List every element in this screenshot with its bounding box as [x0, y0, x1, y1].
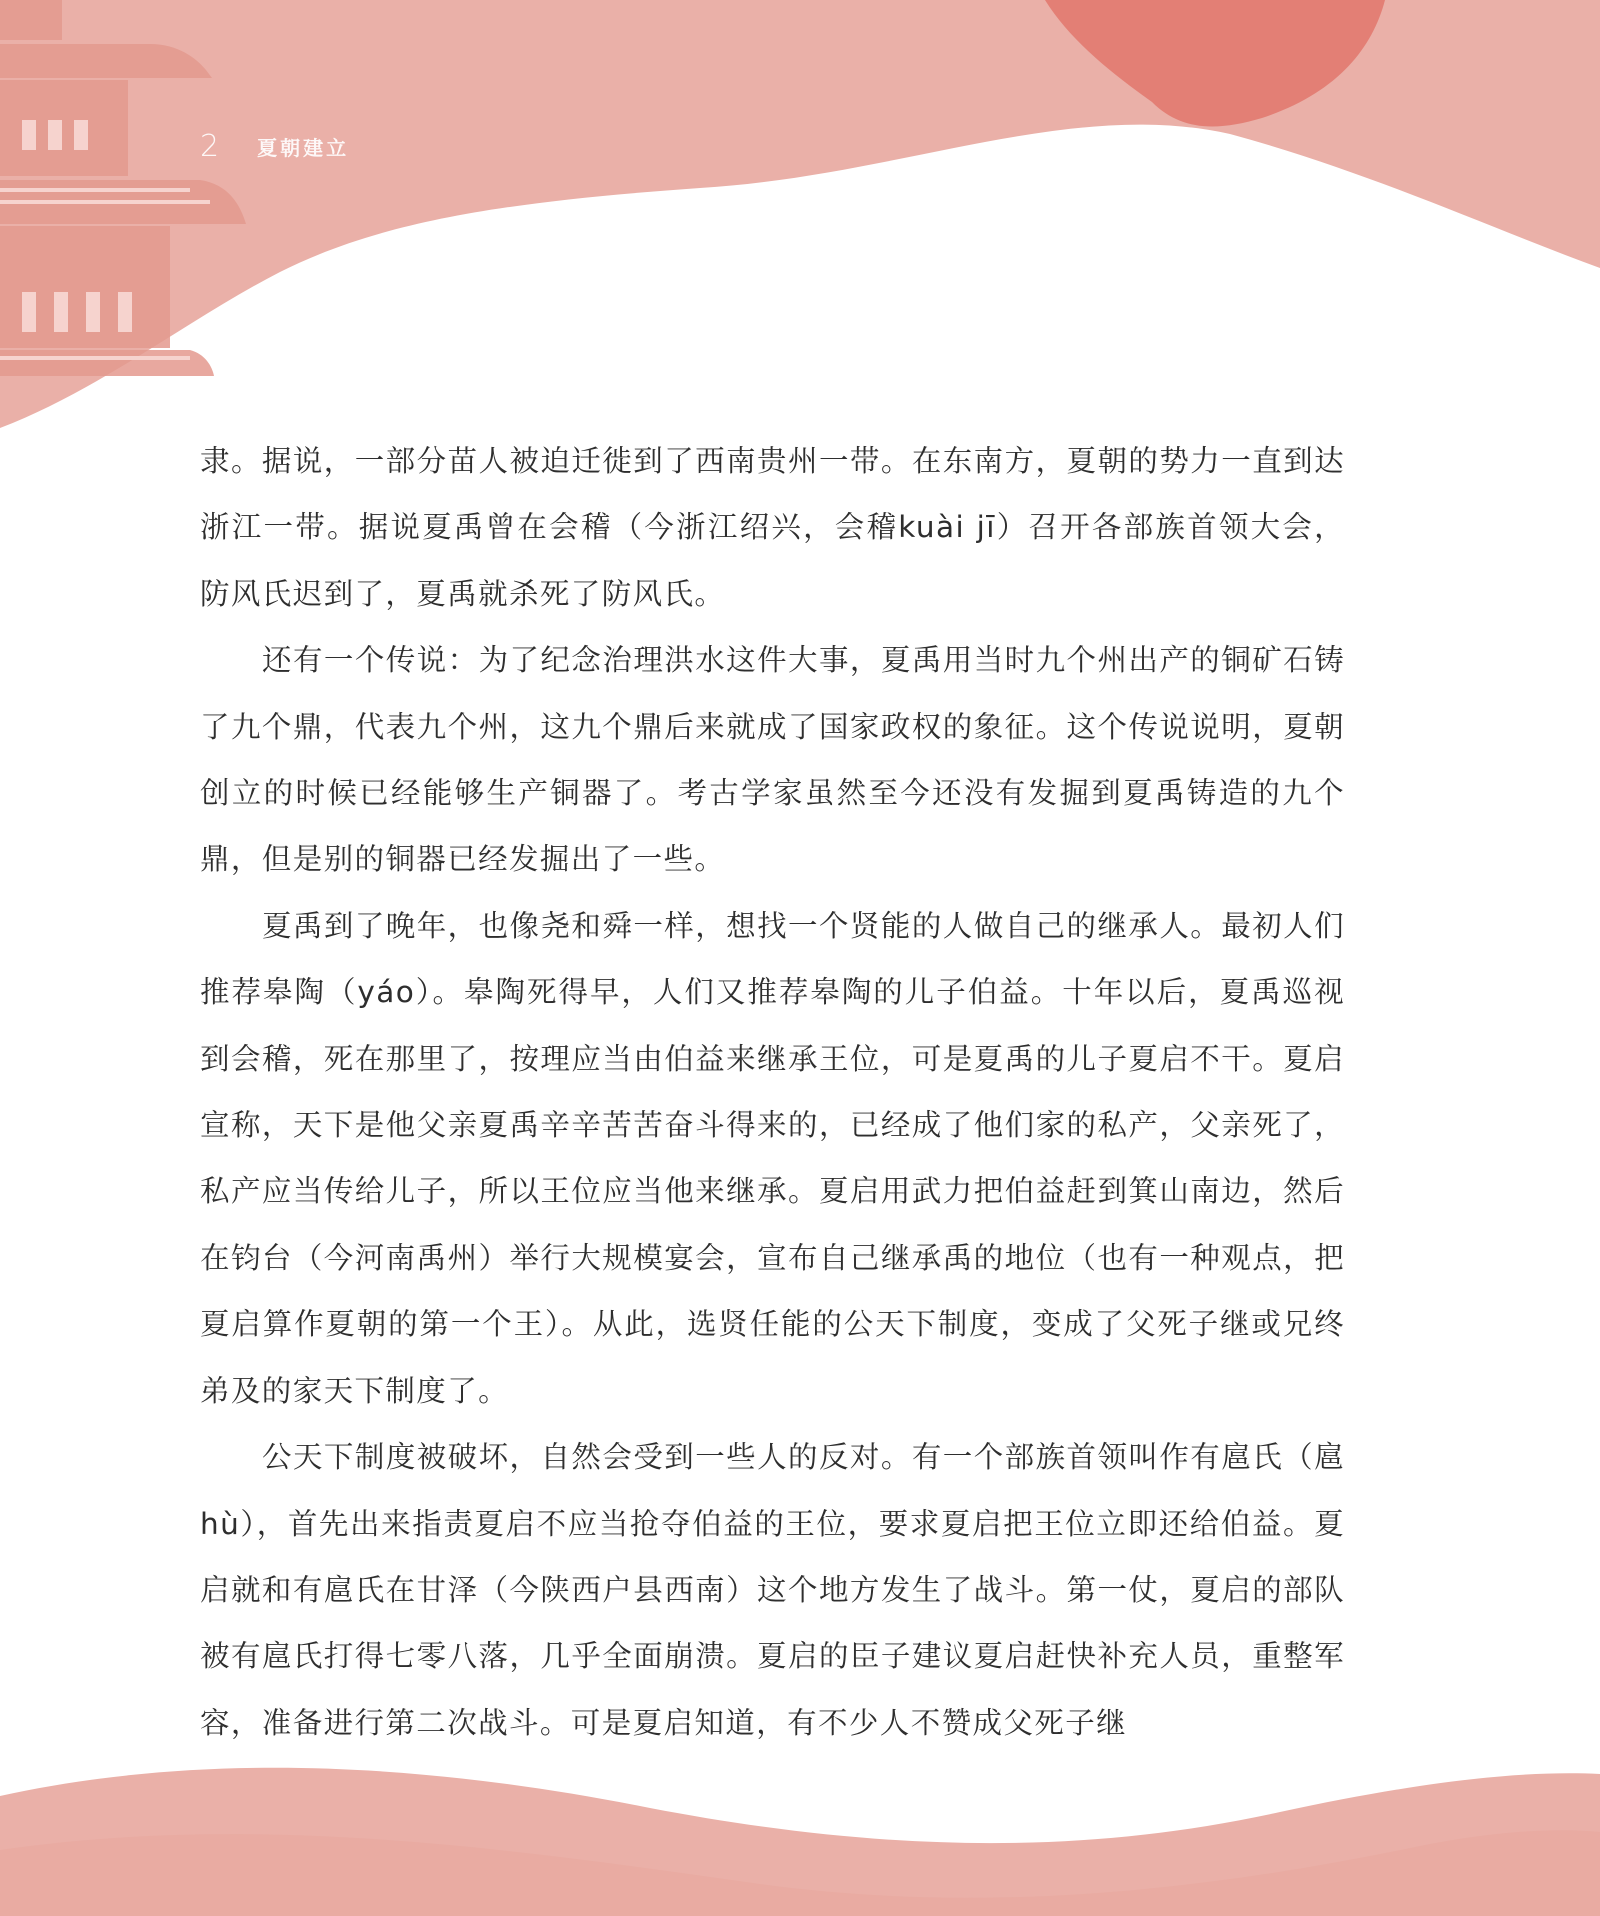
body-text — [200, 428, 1345, 1756]
paragraph: 公天下制度被破坏，自然会受到一些人的反对。有一个部族首领叫作有扈氏（扈hù），首先出来指责夏启不应当抢夺伯益的王位，要求夏启把王位立即还给伯益。夏启就和有扈氏在甘泽（今陕西户县西南）这个地方发生了战斗。第一仗，夏启的部队被有扈氏打得七零八落，几乎全面崩溃。夏启的臣子建议夏启赶快补充人员，重整军容，准备进行第二次战斗。可是夏启知道，有不少人不赞成父死子继 — [200, 1440, 1345, 1740]
paragraph: 还有一个传说：为了纪念治理洪水这件大事，夏禹用当时九个州出产的铜矿石铸了九个鼎，代表九个州，这九个鼎后来就成了国家政权的象征。这个传说说明，夏朝创立的时候已经能够生产铜器了。考古学家虽然至今还没有发掘到夏禹铸造的九个鼎，但是别的铜器已经发掘出了一些。 — [200, 643, 1345, 877]
page-number: 2 — [200, 128, 220, 164]
chapter-title: 夏朝建立 — [257, 135, 350, 160]
page-header — [200, 126, 349, 166]
paragraph: 隶。据说，一部分苗人被迫迁徙到了西南贵州一带。在东南方，夏朝的势力一直到达浙江一带。据说夏禹曾在会稽（今浙江绍兴，会稽kuài jī）召开各部族首领大会，防风氏迟到了，夏禹就杀死了防风氏。 — [200, 444, 1345, 611]
paragraph: 夏禹到了晚年，也像尧和舜一样，想找一个贤能的人做自己的继承人。最初人们推荐皋陶（yáo）。皋陶死得早，人们又推荐皋陶的儿子伯益。十年以后，夏禹巡视到会稽，死在那里了，按理应当由伯益来继承王位，可是夏禹的儿子夏启不干。夏启宣称，天下是他父亲夏禹辛辛苦苦奋斗得来的，已经成了他们家的私产，父亲死了，私产应当传给儿子，所以王位应当他来继承。夏启用武力把伯益赶到箕山南边，然后在钧台（今河南禹州）举行大规模宴会，宣布自己继承禹的地位（也有一种观点，把夏启算作夏朝的第一个王）。从此，选贤任能的公天下制度，变成了父死子继或兄终弟及的家天下制度了。 — [200, 908, 1345, 1408]
